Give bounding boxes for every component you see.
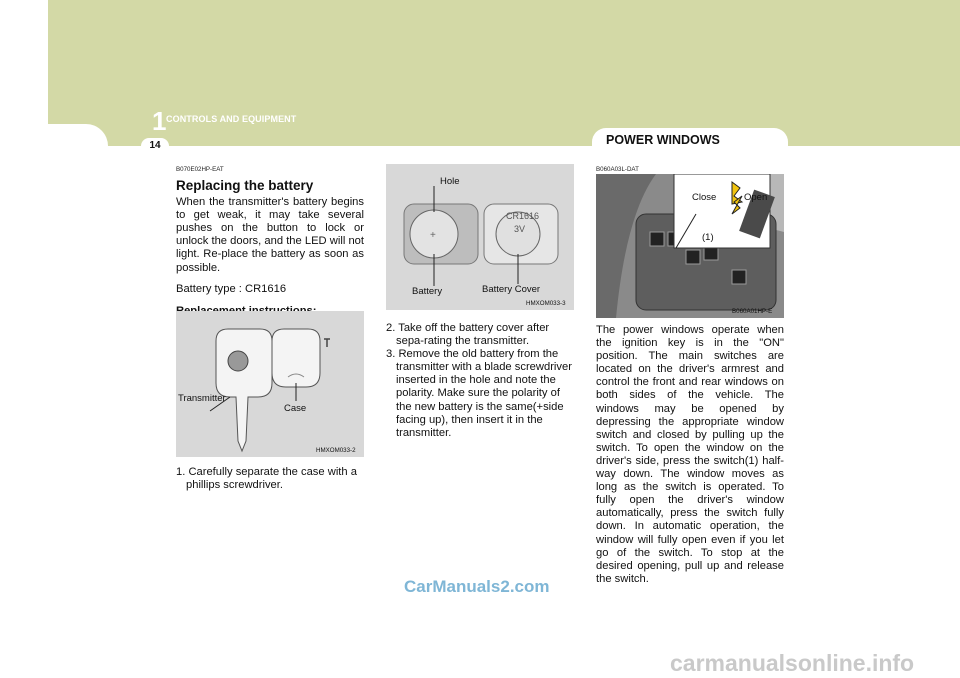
left-column: [176, 163, 364, 318]
header-band: [48, 0, 960, 146]
battery-figure: [386, 164, 574, 310]
chapter-title: CONTROLS AND EQUIPMENT: [166, 114, 297, 124]
step-1: 1. Carefully separate the case with a phillips screwdriver.: [176, 466, 357, 492]
figure-code: HMXOM033-2: [316, 447, 356, 454]
section-code: B070E02HP-EAT: [176, 166, 224, 173]
step-3: 3. Remove the old battery from the transmitter with a blade screwdriver inserted in the hole and note the polarity. Make sure the polarity of the new battery is the same(+side facing up), then insert it in the transmitter.: [386, 348, 572, 439]
label-close: Close: [692, 192, 717, 203]
label-battery-cover: Battery Cover: [482, 284, 541, 295]
figure-code: B060A01HP-E: [732, 308, 773, 315]
left-steps: [176, 466, 366, 492]
chapter-number: 1: [152, 106, 167, 136]
label-transmitter: Transmitter: [178, 393, 226, 404]
power-window-figure: [596, 174, 784, 318]
svg-text:+: +: [430, 230, 436, 241]
figure-code: HMXOM033-3: [526, 300, 566, 307]
page-number: 14: [141, 138, 169, 154]
intro-paragraph: When the transmitter's battery begins to get weak, it may take several pushes on the button to lock or unlock the doors, and the LED will not light. Re-place the battery as soon as possible.: [176, 196, 364, 274]
label-battery: Battery: [412, 286, 443, 297]
middle-steps: [386, 322, 576, 440]
label-open: Open: [744, 192, 768, 203]
section-title: POWER WINDOWS: [606, 133, 720, 147]
battery-coin-label: CR1616: [506, 211, 540, 221]
watermark-carmanuals2: CarManuals2.com: [404, 577, 550, 596]
label-case: Case: [284, 403, 307, 414]
section-heading: Replacing the battery: [176, 178, 314, 194]
transmitter-illustration: [176, 311, 364, 457]
section-code: B060A03L-DAT: [596, 166, 639, 173]
right-body: [596, 324, 784, 586]
label-hole: Hole: [440, 176, 460, 187]
step-2: 2. Take off the battery cover after sepa-rating the transmitter.: [386, 322, 550, 348]
power-windows-paragraph: The power windows operate when the ignition key is in the "ON" position. The main switches are located on the driver's armrest and control the front and rear windows on both sides of the vehicle. The windows may be opened by depressing the appropriate window switch and closed by pulling up the switch. To open the window on the driver's side, press the switch(1) half-way down. The window moves as long as the switch is operated. To fully open the driver's window automatically, press the switch fully down. In automatic operation, the window will fully open even if you let go of the switch. To stop at the desired opening, pull up and release the switch.: [596, 324, 784, 585]
label-switch-1: (1): [702, 232, 714, 243]
battery-type: Battery type : CR1616: [176, 282, 287, 295]
battery-coin-voltage: 3V: [514, 224, 526, 234]
transmitter-figure: [176, 311, 364, 457]
watermark-carmanualsonline: carmanualsonline.info: [670, 650, 915, 676]
